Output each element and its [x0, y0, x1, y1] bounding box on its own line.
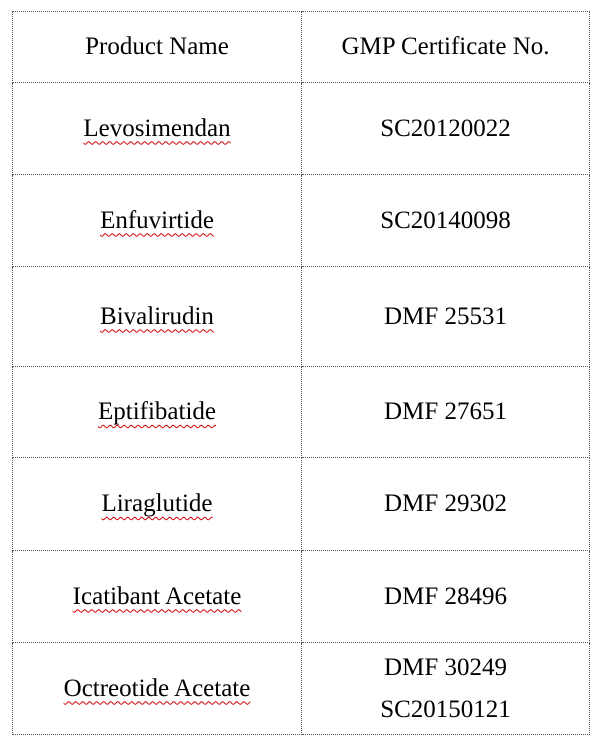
product-name: Octreotide Acetate [63, 674, 251, 702]
product-cell [13, 367, 302, 458]
header-gmp-certificate: GMP Certificate No. [302, 12, 590, 83]
certificate-cell: SC20140098 [302, 175, 590, 267]
certificate-cell: SC20120022 [302, 83, 590, 175]
certificate-line: SC20150121 [380, 695, 511, 723]
header-product-name: Product Name [13, 12, 302, 83]
gmp-certificate-table [12, 11, 590, 735]
product-name: Bivalirudin [100, 302, 214, 330]
table-row [13, 458, 590, 551]
product-cell [13, 175, 302, 267]
product-cell [13, 83, 302, 175]
table-header-row [13, 12, 590, 83]
table-row [13, 175, 590, 267]
table-row [13, 643, 590, 735]
certificate-cell: DMF 27651 [302, 367, 590, 458]
product-cell [13, 267, 302, 367]
certificate-line: DMF 30249 [384, 653, 507, 681]
product-name: Enfuvirtide [100, 206, 214, 234]
table-row [13, 267, 590, 367]
table-row [13, 551, 590, 643]
product-name: Eptifibatide [97, 398, 217, 425]
product-cell [13, 551, 302, 643]
product-cell [13, 643, 302, 735]
product-name: Levosimendan [83, 114, 231, 142]
certificate-cell: DMF 29302 [302, 458, 590, 551]
product-name: Icatibant Acetate [72, 582, 242, 610]
certificate-cell [302, 643, 590, 735]
table-row [13, 367, 590, 458]
product-cell [13, 458, 302, 551]
certificate-cell: DMF 28496 [302, 551, 590, 643]
product-name: Liraglutide [101, 490, 213, 517]
table-row [13, 83, 590, 175]
certificate-cell: DMF 25531 [302, 267, 590, 367]
